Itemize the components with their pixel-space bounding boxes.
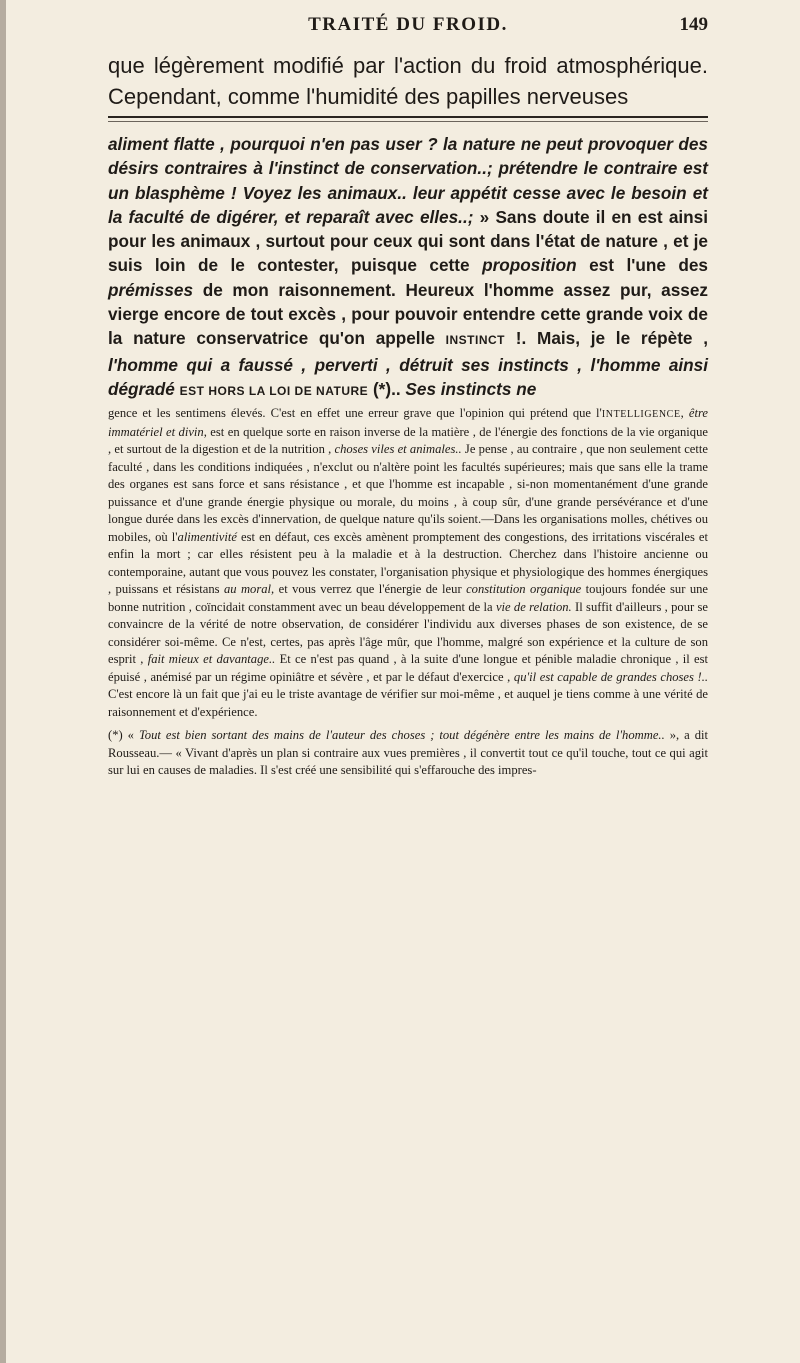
text-run: toujours fondée sur une bonne nutrition , coïncidait constamment avec un beau développement de la [108, 582, 709, 614]
page-edge-shadow [0, 0, 6, 1363]
text-run: est en défaut, ces excès amènent promptement des congestions, des irritations viscérales et enfin la mort ; car elles résistent peu à la maladie et à la destruction. Cherchez dans l'histoire ancienne ou contemporaine, autant que vous pouvez les constater, l'organisation physique et physiologique des hommes énergiques , puissans et résistans [108, 529, 708, 596]
footnote-paragraph [108, 405, 708, 721]
small-caps-term: INSTINCT [445, 333, 506, 348]
text-run: de mon raisonnement. Heureux l'homme assez pur, assez vierge encore de tout excès , pour pouvoir entendre cette grande voix de la nature conservatrice qu'on appelle [108, 279, 708, 349]
italic-term: proposition [482, 255, 577, 276]
italic-term: prémisses [108, 279, 194, 300]
italic-quote: Tout est bien sortant des mains de l'auteur des choses ; tout dégénère entre les mains de l'homme.. [138, 728, 665, 742]
text-run: C'est encore là un fait que j'ai eu le triste avantage de vérifier sur moi-même , et auquel je tiens comme à une vérité de raisonnement et d'expérience. [108, 687, 708, 719]
section-rule-thin [108, 121, 708, 122]
italic-phrase: être immatériel et divin [108, 406, 708, 439]
small-caps-term: INTELLIGENCE [601, 409, 681, 420]
page-number: 149 [679, 14, 708, 35]
text-run: gence et les sentimens élevés. C'est en effet une erreur grave que l'opinion qui prétend que l' [108, 406, 602, 420]
text-run: Et ce n'est pas quand , à la suite d'une longue et pénible maladie chronique , il est épuisé , anémisé par un régime opiniâtre et sévère , et par le défaut d'exercice , [108, 652, 709, 684]
text-run: est l'une des [589, 255, 708, 276]
italic-quote: aliment flatte , pourquoi n'en pas user ? la nature ne peut provoquer des désirs contraires à l'instinct de conservation..; prétendre le contraire est un blasphème ! Voyez les animaux.. leur appétit cesse avec le besoin et la faculté de digérer, et reparaît avec elles..; [108, 134, 708, 227]
italic-phrase: Ses instincts ne [405, 378, 537, 399]
intro-paragraph: que légèrement modifié par l'action du froid atmosphérique. Cependant, comme l'humidité des papilles nerveuses [108, 53, 708, 109]
footnote-marker: (*) « [108, 728, 134, 742]
italic-phrase: constitution organique [466, 582, 582, 596]
footnote-note [108, 727, 708, 780]
italic-phrase: au moral, [223, 582, 275, 596]
section-rule [108, 116, 708, 118]
italic-phrase: l'homme qui a faussé , perverti , détruit ses instincts , l'homme ainsi dégradé [108, 354, 708, 399]
text-run: et vous verrez que l'énergie de leur [278, 582, 462, 596]
text-run: Je pense , au contraire , que non seulement cette faculté , dans les conditions indiquées , n'exclut ou n'altère point les facultés supérieures; mais que sans elle la trame des organes est sans force et sans résistance , et que l'homme est incapable , si-non momentanément d'une grande puissance et d'une grande énergie physique ou morale, du moins , à coup sûr, d'une grande persévérance et d'une longue durée dans les excès d'innervation, de quelque nature qu'ils soient.—Dans les organisations molles, chétives ou mobiles, où l' [108, 442, 708, 544]
italic-phrase: fait mieux et davantage.. [147, 652, 276, 666]
text-run: !. Mais, je le répète , [515, 328, 708, 349]
italic-term: alimentivité [177, 529, 237, 544]
italic-phrase: choses viles et animales.. [334, 442, 462, 456]
small-caps-phrase: EST HORS LA LOI DE NATURE [179, 383, 369, 398]
running-head [108, 14, 708, 44]
text-run: Il suffit d'ailleurs , pour se convaincre de la vérité de notre observation, de considérer l'individu aux diverses phases de son existence, de se considérer soi-même. Ce n'est, certes, pas après l'âge mûr, que l'homme, malgré son expérience et la culture de son esprit , [108, 599, 709, 666]
italic-phrase: qu'il est capable de grandes choses !.. [513, 669, 708, 684]
text-run: , [680, 406, 684, 420]
running-title: TRAITÉ DU FROID. [308, 14, 508, 35]
footnote-marker: (*).. [372, 378, 401, 399]
text-run: » Sans doute il en est ainsi pour les animaux , surtout pour ceux qui sont dans l'état de nature , et je suis loin de le contester, puisque cette [108, 206, 708, 276]
text-run: », a dit Rousseau.— « Vivant d'après un plan si contraire aux vues premières , il convertit tout ce qu'il touche, tout ce qui agit sur lui en causes de maladies. Il s'est créé une sensibilité qui s'effarouche des impres- [108, 728, 708, 777]
main-paragraph [108, 132, 708, 403]
footnote-block [108, 405, 708, 780]
italic-phrase: vie de relation. [495, 599, 572, 614]
text-run: , est en quelque sorte en raison inverse de la matière , de l'énergie des fonctions de la vie organique , et surtout de la digestion et de la nutrition , [108, 424, 708, 456]
